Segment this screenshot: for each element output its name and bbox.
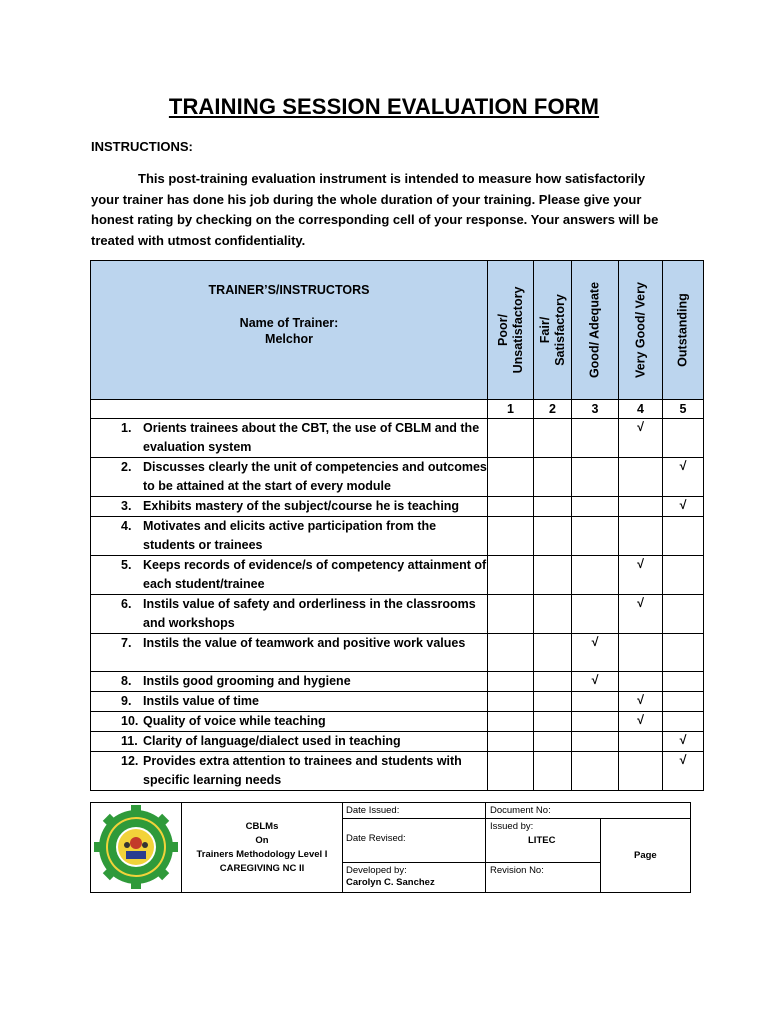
instructions-text: This post-training evaluation instrument is intended to measure how satisfactorily your trainer has done his job during the whole duration of your training. Please give your honest rating by checking on the corresponding cell of your response. Your answers will be treated with utmost confidentiality. — [91, 171, 659, 248]
date-revised-cell — [342, 819, 486, 863]
issued-by-value: LITEC — [528, 835, 556, 846]
table-row — [91, 419, 704, 458]
criterion-text: Instils value of time — [143, 694, 260, 708]
criterion-text: Instils the value of teamwork and positive work values — [143, 636, 466, 650]
rating-cell-3[interactable] — [572, 634, 619, 672]
check-mark: √ — [679, 733, 687, 747]
rating-cell-4[interactable] — [619, 517, 663, 556]
criterion-cell — [91, 458, 488, 497]
rating-cell-2[interactable] — [534, 556, 572, 595]
criterion-number: 9. — [121, 694, 132, 708]
cblm-info — [182, 803, 343, 892]
trainer-name-label: Name of Trainer: — [239, 316, 339, 330]
criterion-number: 6. — [121, 597, 132, 611]
rating-cell-2[interactable] — [534, 752, 572, 791]
rating-cell-5[interactable] — [663, 692, 704, 712]
check-mark: √ — [637, 596, 644, 610]
rating-number-5: 5 — [663, 400, 704, 419]
rating-cell-1[interactable] — [488, 458, 534, 497]
criterion-cell — [91, 732, 488, 752]
criterion-number: 4. — [121, 519, 132, 533]
rating-header-5 — [663, 261, 704, 400]
criterion-cell — [91, 712, 488, 732]
criterion-number: 2. — [121, 460, 132, 474]
date-revised-label: Date Revised: — [346, 833, 406, 844]
page-cell — [601, 819, 691, 892]
rating-cell-5[interactable] — [663, 458, 704, 497]
criterion-text: Orients trainees about the CBT, the use of CBLM and the evaluation system — [143, 421, 480, 454]
cblm-line-4: CAREGIVING NC II — [219, 862, 305, 874]
check-mark: √ — [679, 459, 687, 473]
rating-header-3 — [572, 261, 619, 400]
table-row — [91, 692, 704, 712]
trainer-name-value: Melchor — [265, 332, 313, 346]
table-row — [91, 595, 704, 634]
developed-by-label: Developed by: — [346, 865, 407, 876]
rating-cell-5[interactable] — [663, 419, 704, 458]
criterion-text: Keeps records of evidence/s of competency attainment of each student/trainee — [143, 558, 487, 591]
rating-cell-1[interactable] — [488, 517, 534, 556]
table-row — [91, 634, 704, 672]
table-row — [91, 517, 704, 556]
form-title: TRAINING SESSION EVALUATION FORM — [168, 94, 600, 119]
criterion-cell — [91, 595, 488, 634]
rating-label-1: Poor/ Unsatisfactory — [495, 286, 525, 374]
rating-cell-3[interactable] — [572, 419, 619, 458]
rating-cell-1[interactable] — [488, 556, 534, 595]
date-issued-label: Date Issued: — [346, 805, 400, 816]
rating-cell-2[interactable] — [534, 458, 572, 497]
logo-cell — [91, 803, 182, 892]
rating-cell-1[interactable] — [488, 497, 534, 517]
check-mark: √ — [591, 673, 599, 687]
blank-cell — [91, 400, 488, 419]
items-body — [91, 419, 704, 791]
criterion-text: Provides extra attention to trainees and students with specific learning needs — [143, 754, 462, 787]
issued-by-label: Issued by: — [490, 821, 534, 832]
rating-cell-2[interactable] — [534, 672, 572, 692]
table-row — [91, 752, 704, 791]
rating-cell-4[interactable] — [619, 497, 663, 517]
criterion-number: 7. — [121, 636, 132, 650]
rating-cell-2[interactable] — [534, 497, 572, 517]
developed-by-cell — [342, 863, 486, 892]
criterion-text: Motivates and elicits active participation from the students or trainees — [143, 519, 437, 552]
rating-cell-2[interactable] — [534, 595, 572, 634]
rating-number-4: 4 — [619, 400, 663, 419]
criterion-text: Discusses clearly the unit of competencies and outcomes to be attained at the start of every module — [143, 460, 487, 493]
criterion-cell — [91, 634, 488, 672]
revision-no-label: Revision No: — [490, 865, 544, 876]
document-no-cell — [486, 803, 691, 819]
rating-cell-4[interactable] — [619, 419, 663, 458]
rating-number-row — [91, 400, 704, 419]
revision-no-cell — [486, 863, 601, 892]
criterion-number: 5. — [121, 558, 132, 572]
rating-cell-3[interactable] — [572, 712, 619, 732]
rating-cell-1[interactable] — [488, 672, 534, 692]
document-footer — [90, 802, 691, 893]
criterion-text: Instils value of safety and orderliness in the classrooms and workshops — [143, 597, 476, 630]
rating-cell-1[interactable] — [488, 732, 534, 752]
criterion-cell — [91, 419, 488, 458]
check-mark: √ — [591, 635, 599, 649]
rating-cell-2[interactable] — [534, 517, 572, 556]
criterion-text: Quality of voice while teaching — [143, 714, 326, 728]
rating-cell-5[interactable] — [663, 595, 704, 634]
school-seal-icon — [91, 803, 181, 892]
rating-cell-1[interactable] — [488, 692, 534, 712]
rating-cell-2[interactable] — [534, 634, 572, 672]
table-row — [91, 712, 704, 732]
check-mark: √ — [637, 713, 644, 727]
rating-cell-5[interactable] — [663, 497, 704, 517]
rating-cell-1[interactable] — [488, 419, 534, 458]
rating-cell-3[interactable] — [572, 692, 619, 712]
check-mark: √ — [637, 557, 644, 571]
rating-cell-2[interactable] — [534, 732, 572, 752]
rating-number-2: 2 — [534, 400, 572, 419]
instructions-label: INSTRUCTIONS: — [91, 139, 193, 154]
rating-cell-5[interactable] — [663, 556, 704, 595]
cblm-line-3: Trainers Methodology Level I — [196, 848, 328, 860]
rating-cell-4[interactable] — [619, 595, 663, 634]
check-mark: √ — [637, 420, 644, 434]
rating-cell-1[interactable] — [488, 595, 534, 634]
rating-cell-5[interactable] — [663, 672, 704, 692]
rating-cell-4[interactable] — [619, 752, 663, 791]
rating-cell-3[interactable] — [572, 732, 619, 752]
rating-cell-3[interactable] — [572, 556, 619, 595]
rating-cell-4[interactable] — [619, 732, 663, 752]
check-mark: √ — [679, 498, 687, 512]
rating-cell-5[interactable] — [663, 517, 704, 556]
issued-by-cell — [486, 819, 601, 863]
rating-label-2: Fair/ Satisfactory — [537, 294, 567, 366]
criterion-number: 10. — [121, 714, 139, 728]
criterion-number: 12. — [121, 754, 139, 768]
rating-cell-3[interactable] — [572, 458, 619, 497]
rating-number-1: 1 — [488, 400, 534, 419]
rating-label-4: Very Good/ Very — [633, 282, 647, 378]
table-row — [91, 458, 704, 497]
criterion-text: Instils good grooming and hygiene — [143, 674, 351, 688]
criterion-cell — [91, 497, 488, 517]
criterion-number: 3. — [121, 499, 132, 513]
rating-cell-5[interactable] — [663, 712, 704, 732]
rating-cell-1[interactable] — [488, 712, 534, 732]
rating-cell-3[interactable] — [572, 672, 619, 692]
rating-cell-1[interactable] — [488, 634, 534, 672]
criterion-text: Clarity of language/dialect used in teaching — [143, 734, 401, 748]
rating-header-1 — [488, 261, 534, 400]
criterion-cell — [91, 556, 488, 595]
rating-cell-4[interactable] — [619, 634, 663, 672]
document-no-label: Document No: — [490, 805, 551, 816]
rating-cell-2[interactable] — [534, 419, 572, 458]
check-mark: √ — [637, 693, 644, 707]
rating-cell-5[interactable] — [663, 752, 704, 791]
cblm-line-2: On — [255, 834, 269, 846]
criterion-number: 1. — [121, 421, 132, 435]
criterion-cell — [91, 672, 488, 692]
rating-label-3: Good/ Adequate — [587, 281, 602, 379]
rating-cell-1[interactable] — [488, 752, 534, 791]
criterion-cell — [91, 517, 488, 556]
rating-label-5: Outstanding — [675, 293, 690, 367]
trainer-header-title: TRAINER’S/INSTRUCTORS — [208, 283, 370, 297]
date-issued-cell — [342, 803, 486, 819]
rating-header-4 — [619, 261, 663, 400]
criterion-cell — [91, 752, 488, 791]
criterion-cell — [91, 692, 488, 712]
rating-cell-4[interactable] — [619, 556, 663, 595]
trainer-header-cell — [91, 261, 488, 400]
rating-cell-4[interactable] — [619, 692, 663, 712]
table-row — [91, 497, 704, 517]
table-header-row — [91, 261, 704, 400]
rating-cell-3[interactable] — [572, 595, 619, 634]
criterion-number: 11. — [121, 734, 138, 748]
check-mark: √ — [679, 753, 687, 767]
rating-cell-5[interactable] — [663, 634, 704, 672]
rating-cell-4[interactable] — [619, 458, 663, 497]
table-row — [91, 672, 704, 692]
criterion-text: Exhibits mastery of the subject/course he is teaching — [143, 499, 460, 513]
rating-cell-4[interactable] — [619, 712, 663, 732]
rating-cell-2[interactable] — [534, 692, 572, 712]
rating-cell-3[interactable] — [572, 752, 619, 791]
rating-cell-3[interactable] — [572, 517, 619, 556]
evaluation-table — [90, 260, 704, 791]
developed-by-value: Carolyn C. Sanchez — [346, 877, 435, 888]
rating-cell-3[interactable] — [572, 497, 619, 517]
table-row — [91, 732, 704, 752]
rating-cell-4[interactable] — [619, 672, 663, 692]
table-row — [91, 556, 704, 595]
rating-number-3: 3 — [572, 400, 619, 419]
rating-cell-5[interactable] — [663, 732, 704, 752]
cblm-line-1: CBLMs — [245, 820, 279, 832]
rating-header-2 — [534, 261, 572, 400]
criterion-number: 8. — [121, 674, 132, 688]
page-label: Page — [634, 850, 657, 861]
rating-cell-2[interactable] — [534, 712, 572, 732]
